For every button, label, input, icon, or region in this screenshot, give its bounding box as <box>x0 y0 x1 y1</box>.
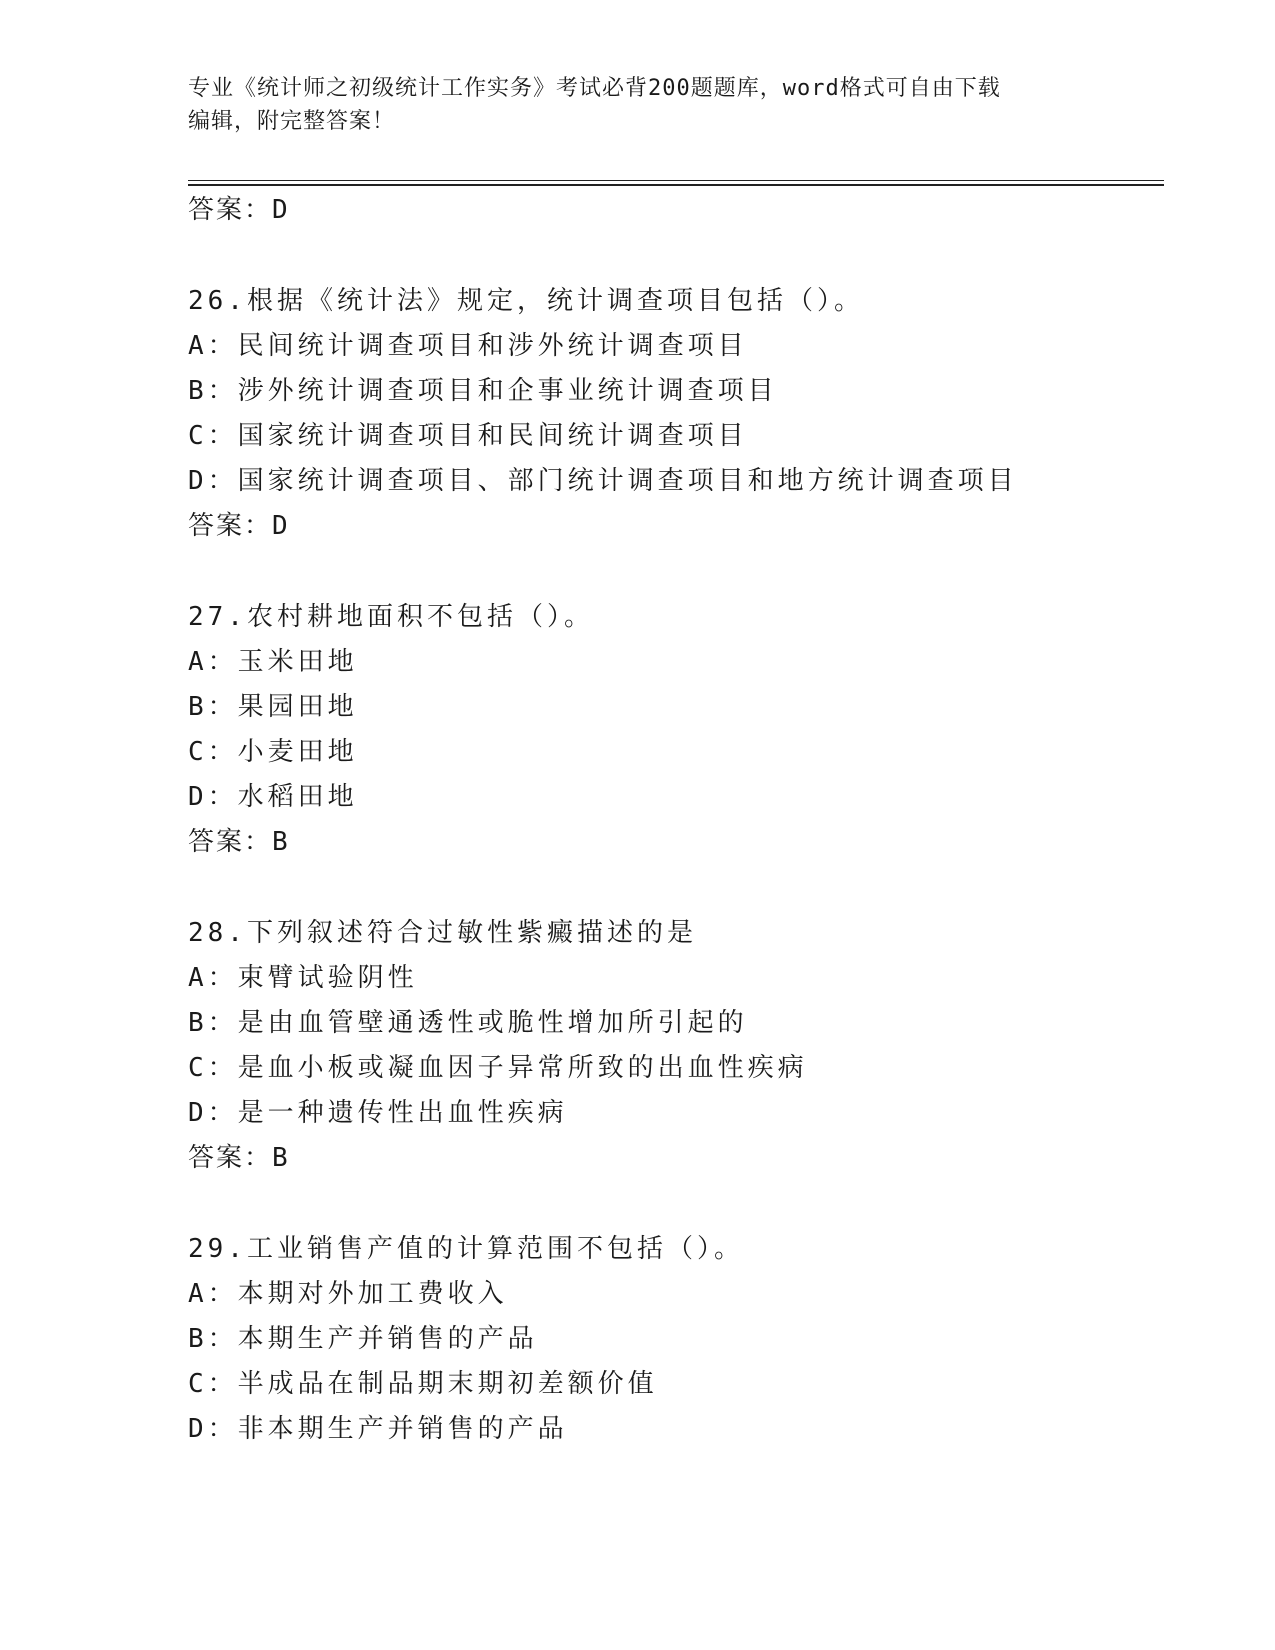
answer-label: 答案： <box>188 195 273 225</box>
option-d: D：非本期生产并销售的产品 <box>188 1414 568 1444</box>
question-stem: 26.根据《统计法》规定，统计调查项目包括（）。 <box>188 286 864 316</box>
document-header <box>188 72 1088 138</box>
option-d: D：是一种遗传性出血性疾病 <box>188 1098 568 1128</box>
option-c: C：是血小板或凝血因子异常所致的出血性疾病 <box>188 1053 808 1083</box>
answer-line <box>188 1142 290 1174</box>
option-a: A：玉米田地 <box>188 647 358 677</box>
header-line-2: 编辑，附完整答案！ <box>188 109 396 134</box>
answer-label: 答案： <box>188 511 273 541</box>
answer-line <box>188 826 290 858</box>
answer-value: B <box>272 1143 290 1173</box>
answer-label: 答案： <box>188 1143 273 1173</box>
answer-label: 答案： <box>188 827 273 857</box>
option-b: B：涉外统计调查项目和企事业统计调查项目 <box>188 376 778 406</box>
question-stem: 27.农村耕地面积不包括（）。 <box>188 602 594 632</box>
answer-line <box>188 510 290 542</box>
option-a: A：束臂试验阴性 <box>188 963 418 993</box>
option-b: B：是由血管壁通透性或脆性增加所引起的 <box>188 1008 748 1038</box>
option-b: B：果园田地 <box>188 692 358 722</box>
answer-value: D <box>272 511 290 541</box>
answer-value: D <box>272 195 290 225</box>
answer-value: B <box>272 827 290 857</box>
header-divider-thick <box>188 184 1164 186</box>
option-d: D：水稻田地 <box>188 782 358 812</box>
question-stem: 29.工业销售产值的计算范围不包括（）。 <box>188 1234 744 1264</box>
option-c: C：半成品在制品期末期初差额价值 <box>188 1369 658 1399</box>
header-line-1: 专业《统计师之初级统计工作实务》考试必背200题题库，word格式可自由下载 <box>188 76 1001 101</box>
option-c: C：国家统计调查项目和民间统计调查项目 <box>188 421 748 451</box>
option-d: D：国家统计调查项目、部门统计调查项目和地方统计调查项目 <box>188 466 1018 496</box>
answer-line <box>188 194 290 226</box>
option-a: A：民间统计调查项目和涉外统计调查项目 <box>188 331 748 361</box>
option-a: A：本期对外加工费收入 <box>188 1279 508 1309</box>
header-divider-thin <box>188 180 1164 181</box>
option-c: C：小麦田地 <box>188 737 358 767</box>
question-stem: 28.下列叙述符合过敏性紫癜描述的是 <box>188 918 697 948</box>
option-b: B：本期生产并销售的产品 <box>188 1324 538 1354</box>
